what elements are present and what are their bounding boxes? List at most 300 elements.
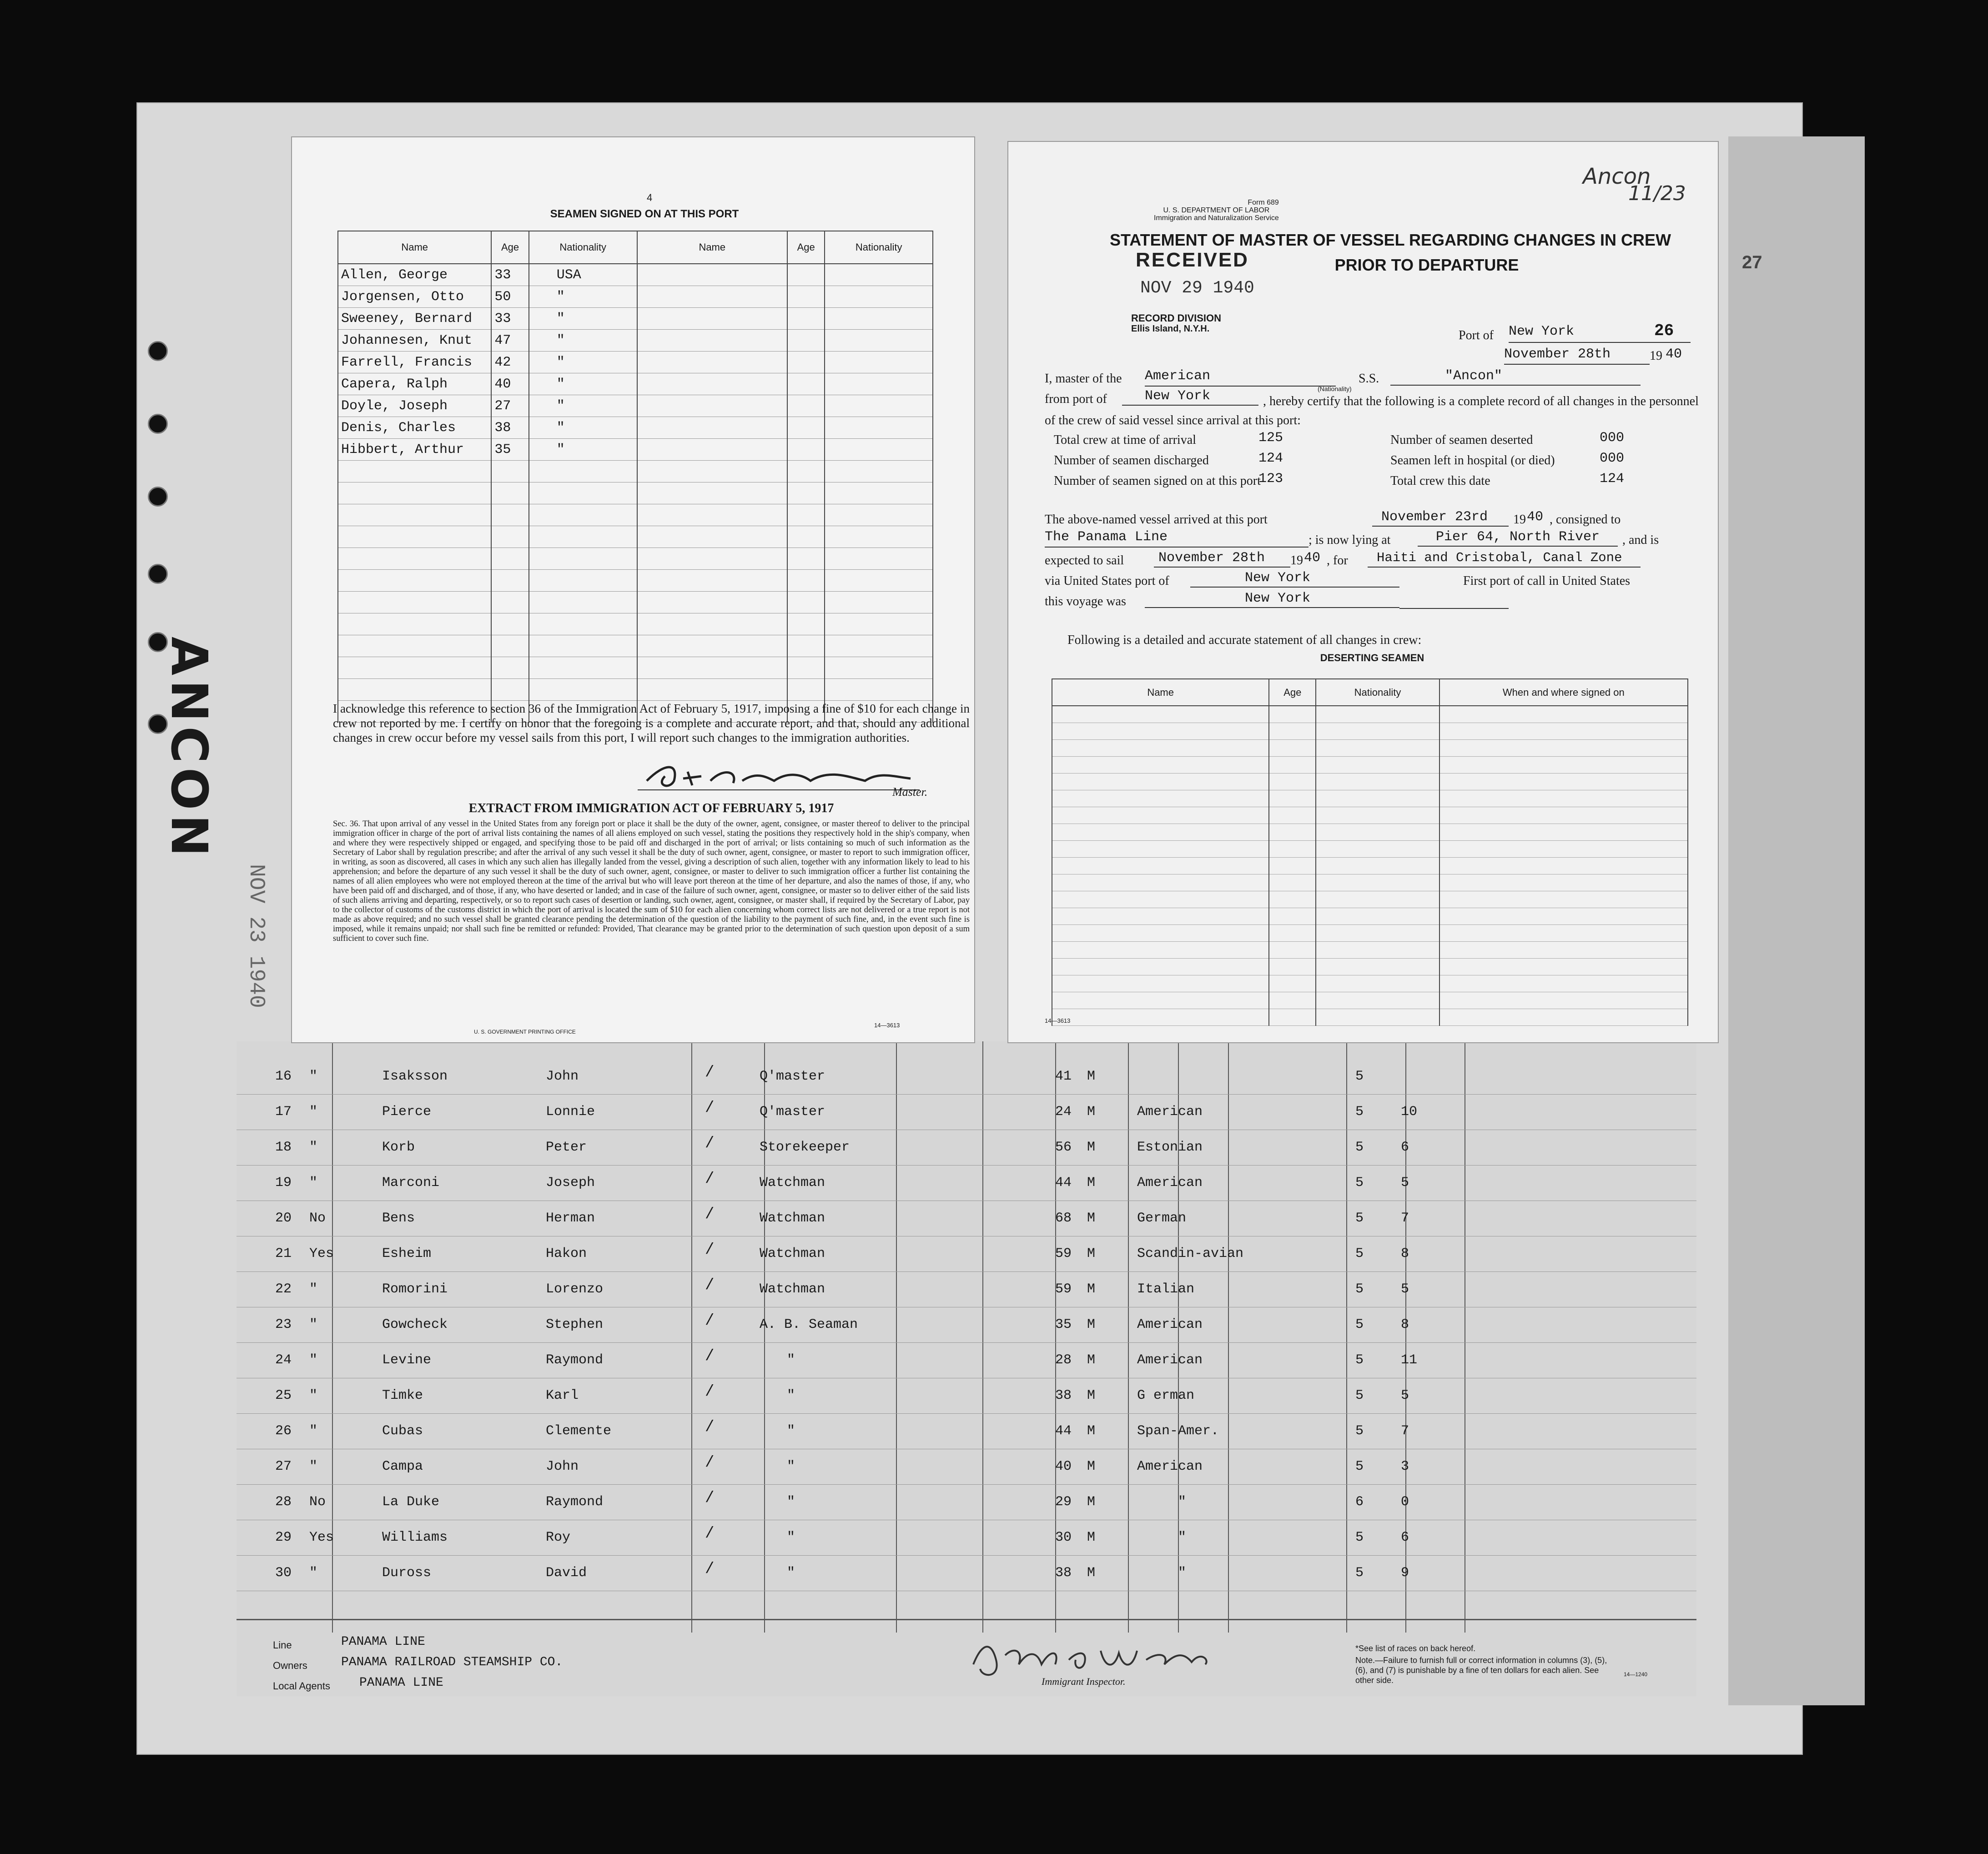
desert-col-age: Age [1269,679,1316,706]
manifest-row [237,1379,1696,1414]
statement-year: 40 [1666,347,1682,362]
manifest-c1: 5 [1355,1281,1364,1297]
seaman-nat2 [825,482,933,504]
acknowledgement-text: I acknowledge this reference to section 36 of the Immigration Act of February 5, 1917, imposing a fine of $10 for each change in crew not reported by me. I certify on honor that the foregoing is a complete and accurate report, and that, should any additional changes in crew occur before my vessel sails from this port, I will report such changes to the immigration authorities. [333,702,970,744]
manifest-sex: M [1087,1104,1096,1120]
left-page-number: 4 [647,192,653,203]
col-age: Age [491,231,528,264]
deserting-cell [1269,942,1316,959]
manifest-flag: " [309,1281,318,1297]
count-value: 124 [1600,471,1625,487]
manifest-position: Watchman [760,1211,825,1226]
deserting-row [1052,740,1688,757]
deserting-cell [1269,723,1316,740]
arrived-year-prefix: 19 [1513,512,1526,527]
seaman-age [491,482,528,504]
manifest-c2: 8 [1401,1317,1409,1332]
manifest-position: Watchman [760,1246,825,1261]
manifest-row [237,1450,1696,1485]
seaman-name2 [637,352,787,373]
deserting-cell [1316,807,1439,824]
deserting-cell [1439,807,1688,824]
seaman-name: Capera, Ralph [338,373,491,395]
seaman-age2 [787,395,825,417]
manifest-age: 29 [1055,1494,1072,1510]
seaman-row [338,482,933,504]
manifest-sex: M [1087,1246,1096,1261]
deserting-cell [1052,975,1269,992]
first-call-label: First port of call in United States [1463,574,1631,588]
seaman-age [491,548,528,570]
seaman-nationality [529,592,637,613]
manifest-flag: " [309,1140,318,1155]
seaman-nat2 [825,570,933,592]
consigned-label: , consigned to [1550,512,1621,527]
seaman-name2 [637,613,787,635]
deserting-cell [1052,891,1269,908]
deserting-cell [1269,774,1316,790]
seaman-age2 [787,461,825,482]
footnote-note: Note.—Failure to furnish full or correct information in columns (3), (5), (6), and (7) is punishable by a fine of ten dollars for each alien. See other side. [1355,1656,1607,1685]
deserting-cell [1269,757,1316,774]
via-label: via United States port of [1045,574,1169,588]
deserting-cell [1316,858,1439,874]
manifest-sex: M [1087,1565,1096,1581]
manifest-c1: 5 [1355,1317,1364,1332]
seaman-row [338,373,933,395]
certify-text: , hereby certify that the following is a complete record of all changes in the personnel of the crew of said vessel since arrival at this port: [1045,394,1699,427]
statement-date: November 28th [1504,347,1650,365]
col-nationality-2: Nationality [825,231,933,264]
count-value: 125 [1258,430,1283,446]
seaman-name2 [637,264,787,286]
manifest-given: Hakon [546,1246,587,1261]
manifest-nationality: G erman [1137,1388,1195,1403]
seaman-name [338,679,491,701]
seaman-nationality [529,613,637,635]
deserting-cell [1052,706,1269,723]
manifest-nationality: American [1137,1317,1203,1332]
deserting-cell [1316,942,1439,959]
seaman-row [338,308,933,330]
deserting-cell [1052,874,1269,891]
consignee: The Panama Line [1045,529,1309,548]
deserting-cell [1439,740,1688,757]
printing-office: U. S. GOVERNMENT PRINTING OFFICE [474,1029,576,1035]
manifest-row [237,1060,1696,1095]
deserting-cell [1439,908,1688,925]
count-label: Number of seamen signed on at this port [1054,474,1261,488]
seaman-nat2 [825,395,933,417]
deserting-cell [1269,1009,1316,1026]
seaman-nat2 [825,308,933,330]
manifest-surname: Korb [382,1140,415,1155]
seaman-nationality: " [529,352,637,373]
via-port: New York [1190,570,1399,588]
seaman-age [491,570,528,592]
check-mark: / [705,1490,715,1507]
deserting-cell [1269,858,1316,874]
manifest-position: " [787,1494,795,1510]
deserting-cell [1316,925,1439,942]
manifest-row [237,1308,1696,1343]
manifest-nationality: Estonian [1137,1140,1203,1155]
seaman-name: Farrell, Francis [338,352,491,373]
check-mark: / [705,1454,715,1472]
manifest-position: Watchman [760,1281,825,1297]
seaman-name: Johannesen, Knut [338,330,491,352]
manifest-age: 28 [1055,1352,1072,1368]
handwritten-ship-note: Ancon [1583,164,1651,189]
manifest-no: 30 [275,1565,292,1581]
seaman-age2 [787,548,825,570]
seaman-name: Allen, George [338,264,491,286]
seaman-nat2 [825,286,933,308]
seaman-row [338,679,933,701]
first-call-line [1399,608,1509,609]
seaman-name [338,613,491,635]
manifest-surname: Campa [382,1459,423,1474]
seaman-nat2 [825,264,933,286]
manifest-c2: 5 [1401,1281,1409,1297]
arrived-year: 40 [1527,509,1544,525]
deserting-cell [1316,790,1439,807]
seaman-name2 [637,308,787,330]
from-port-value: New York [1122,388,1258,406]
owners-value: PANAMA RAILROAD STEAMSHIP CO. [341,1655,563,1669]
and-is: , and is [1622,533,1659,547]
manifest-surname: Romorini [382,1281,448,1297]
manifest-sex: M [1087,1530,1096,1545]
deserting-cell [1316,706,1439,723]
seaman-name2 [637,504,787,526]
seaman-nationality: " [529,373,637,395]
deserting-cell [1439,824,1688,841]
manifest-c2: 7 [1401,1211,1409,1226]
seaman-name2 [637,417,787,439]
seaman-nationality [529,504,637,526]
deserting-cell [1316,874,1439,891]
manifest-sex: M [1087,1459,1096,1474]
manifest-position: " [787,1459,795,1474]
expected-label: expected to sail [1045,553,1124,568]
seaman-name [338,482,491,504]
manifest-flag: " [309,1069,318,1084]
manifest-position: " [787,1423,795,1439]
manifest-age: 38 [1055,1388,1072,1403]
manifest-given: David [546,1565,587,1581]
deserting-row [1052,790,1688,807]
manifest-row [237,1272,1696,1308]
seaman-nationality [529,679,637,701]
check-mark: / [705,1064,715,1081]
manifest-row [237,1095,1696,1130]
manifest-row [237,1130,1696,1166]
count-value: 000 [1600,451,1625,466]
form-subtitle: PRIOR TO DEPARTURE [1334,256,1519,274]
deserting-cell [1052,908,1269,925]
manifest-age: 68 [1055,1211,1072,1226]
seaman-name2 [637,373,787,395]
manifest-nationality: Scandin-avian [1137,1246,1244,1261]
seaman-row [338,395,933,417]
seaman-nationality: " [529,330,637,352]
seaman-name2 [637,482,787,504]
manifest-no: 18 [275,1140,292,1155]
deserting-cell [1269,959,1316,975]
seaman-row [338,570,933,592]
manifest-c1: 5 [1355,1104,1364,1120]
seamen-signed-on-form [291,136,975,1043]
seaman-name2 [637,395,787,417]
from-port-label: from port of [1045,392,1107,406]
seaman-age2 [787,308,825,330]
following-text: Following is a detailed and accurate statement of all changes in crew: [1067,633,1422,647]
deserting-cell [1316,774,1439,790]
col-name: Name [338,231,491,264]
manifest-c1: 5 [1355,1211,1364,1226]
seaman-nationality [529,526,637,548]
seaman-age: 27 [491,395,528,417]
deserting-cell [1052,1009,1269,1026]
seaman-name2 [637,286,787,308]
manifest-sex: M [1087,1140,1096,1155]
seaman-nationality: " [529,286,637,308]
manifest-surname: Williams [382,1530,448,1545]
manifest-given: Lorenzo [546,1281,604,1297]
year-prefix: 19 [1650,349,1662,363]
deserting-cell [1439,757,1688,774]
manifest-position: A. B. Seaman [760,1317,858,1332]
seaman-name: Jorgensen, Otto [338,286,491,308]
manifest-position: " [787,1352,795,1368]
seaman-nat2 [825,635,933,657]
seaman-age: 35 [491,439,528,461]
underlying-sheet-edge [1728,136,1865,1705]
manifest-no: 22 [275,1281,292,1297]
deserting-cell [1269,841,1316,858]
seaman-age [491,635,528,657]
seaman-name [338,570,491,592]
seaman-name2 [637,570,787,592]
seaman-name [338,461,491,482]
form-header [1154,199,1279,222]
manifest-given: Herman [546,1211,595,1226]
seaman-name2 [637,439,787,461]
manifest-position: " [787,1388,795,1403]
count-label: Number of seamen discharged [1054,453,1209,467]
seaman-age [491,592,528,613]
check-mark: / [705,1561,715,1578]
seaman-row [338,635,933,657]
deserting-cell [1316,824,1439,841]
count-label: Total crew this date [1390,474,1490,488]
count-label: Number of seamen deserted [1390,433,1533,447]
seaman-nat2 [825,592,933,613]
deserting-row [1052,975,1688,992]
inspector-signature [964,1633,1219,1683]
form-title: STATEMENT OF MASTER OF VESSEL REGARDING CHANGES IN CREW [1109,231,1671,249]
seaman-nat2 [825,461,933,482]
manifest-given: Joseph [546,1175,595,1191]
deserting-cell [1269,891,1316,908]
manifest-c1: 5 [1355,1530,1364,1545]
for-label: , for [1327,553,1348,568]
manifest-given: Raymond [546,1494,604,1510]
deserting-cell [1052,992,1269,1009]
master-statement-form [1007,141,1719,1043]
deserting-cell [1052,959,1269,975]
seaman-age [491,526,528,548]
manifest-flag: Yes [309,1530,334,1545]
manifest-nationality: American [1137,1175,1203,1191]
desert-col-signed-on: When and where signed on [1439,679,1688,706]
manifest-age: 40 [1055,1459,1072,1474]
seaman-row [338,592,933,613]
manifest-sex: M [1087,1281,1096,1297]
manifest-surname: Gowcheck [382,1317,448,1332]
seaman-name [338,657,491,679]
nationality-value: American [1145,368,1336,387]
seaman-age2 [787,417,825,439]
seaman-age2 [787,570,825,592]
manifest-c2: 10 [1401,1104,1418,1120]
deserting-cell [1052,757,1269,774]
crew-manifest-sheet [237,1041,1696,1696]
seaman-nationality [529,482,637,504]
seaman-row [338,461,933,482]
seaman-row [338,286,933,308]
manifest-given: John [546,1069,579,1084]
seaman-row [338,439,933,461]
seaman-age2 [787,613,825,635]
manifest-no: 27 [275,1459,292,1474]
manifest-surname: Marconi [382,1175,440,1191]
deserting-cell [1316,723,1439,740]
seaman-name2 [637,657,787,679]
manifest-no: 24 [275,1352,292,1368]
right-form-code: 14—3613 [1045,1017,1071,1024]
manifest-c1: 5 [1355,1246,1364,1261]
manifest-position: " [787,1530,795,1545]
desert-col-name: Name [1052,679,1269,706]
manifest-no: 25 [275,1388,292,1403]
manifest-no: 23 [275,1317,292,1332]
lying-at: Pier 64, North River [1418,529,1618,547]
seaman-nationality: USA [529,264,637,286]
manifest-sex: M [1087,1175,1096,1191]
manifest-surname: Bens [382,1211,415,1226]
manifest-nationality: " [1178,1530,1187,1545]
manifest-no: 26 [275,1423,292,1439]
deserting-heading: DESERTING SEAMEN [1320,652,1424,663]
deserting-cell [1316,908,1439,925]
manifest-nationality: " [1178,1494,1187,1510]
check-mark: / [705,1277,715,1294]
manifest-c2: 5 [1401,1175,1409,1191]
manifest-age: 44 [1055,1175,1072,1191]
manifest-c2: 11 [1401,1352,1418,1368]
voyage-label: this voyage was [1045,594,1126,608]
manifest-divider [237,1619,1696,1620]
manifest-given: Clemente [546,1423,612,1439]
seaman-name [338,526,491,548]
seaman-row [338,526,933,548]
seaman-age: 50 [491,286,528,308]
manifest-row [237,1556,1696,1592]
deserting-row [1052,723,1688,740]
check-mark: / [705,1135,715,1152]
seaman-row [338,548,933,570]
manifest-c2: 6 [1401,1140,1409,1155]
manifest-age: 59 [1055,1246,1072,1261]
deserting-cell [1439,942,1688,959]
seaman-nationality: " [529,395,637,417]
extract-body: Sec. 36. That upon arrival of any vessel in the United States from any foreign port or place it shall be the duty of the owner, agent, consignee, or master thereof to deliver to the principal immigration officer in charge of the port of arrival lists containing the names of all aliens employed on such vessel, stating the positions they respectively hold in the ship's company, when and where they were respectively shipped or engaged, and specifying those to be paid off and discharged in the port of arrival; or lists containing so much of such information as the Secretary of Labor shall by regulation prescribe; and after the arrival of any such vessel it shall be the duty of such owner, agent, consignee, or master to report to such immigration officer, in writing, as soon as discovered, all cases in which any such alien has illegally landed from the vessel, giving a description of such alien, together with any information likely to lead to his apprehension; and before the departure of any such vessel it shall be the duty of such owner, agent, consignee, or master to deliver to such immigration officer a further list containing the names of all alien employees who were not employed thereon at the time of the arrival but who will leave port thereon at the time of her departure, and also the names of those, if any, who have been paid off and discharged, and of those, if any, who have deserted or landed; and in case of the failure of such owner, agent, consignee, or master so to deliver either of the said lists of such aliens arriving and departing, respectively, or so to report such cases of desertion or landing, such owner, agent, consignee, or master shall, if required by the Secretary of Labor, pay to the collector of customs of the customs district in which the port of arrival is located the sum of $10 for each alien concerning whom correct lists are not delivered or a true report is not made as above required; and no such vessel shall be granted clearance pending the determination of the question of the liability to the payment of such fine, and, in the event such fine is imposed, while it remains unpaid; nor shall such fine be remitted or refunded: Provided, That clearance may be granted prior to the determination of such question upon deposit of a sum sufficient to cover such fine. [333,819,970,943]
left-form-code: 14—3613 [874,1022,900,1029]
manifest-c2: 6 [1401,1530,1409,1545]
manifest-flag: " [309,1317,318,1332]
seaman-age2 [787,286,825,308]
port-value: New York [1509,324,1691,343]
manifest-c1: 5 [1355,1175,1364,1191]
ss-label: S.S. [1359,372,1379,386]
seaman-name: Doyle, Joseph [338,395,491,417]
deserting-cell [1316,959,1439,975]
seaman-row [338,264,933,286]
deserting-cell [1439,891,1688,908]
seaman-nationality [529,570,637,592]
binder-hole [148,414,168,434]
seaman-name2 [637,461,787,482]
deserting-cell [1052,858,1269,874]
department: U. S. DEPARTMENT OF LABOR [1163,206,1270,214]
manifest-row [237,1343,1696,1379]
deserting-cell [1052,790,1269,807]
deserting-cell [1052,942,1269,959]
manifest-form-code: 14—1240 [1624,1671,1648,1678]
check-mark: / [705,1171,715,1188]
extract-title: EXTRACT FROM IMMIGRATION ACT OF FEBRUARY 5, 1917 [468,801,834,815]
deserting-cell [1269,908,1316,925]
received-stamp: RECEIVED [1136,249,1249,271]
page-number: 26 [1654,322,1674,340]
deserting-cell [1316,891,1439,908]
manifest-c1: 5 [1355,1352,1364,1368]
manifest-flag: " [309,1104,318,1120]
seaman-age: 33 [491,264,528,286]
deserting-cell [1439,790,1688,807]
deserting-cell [1439,706,1688,723]
agents-label: Local Agents [273,1680,330,1692]
agents-value: PANAMA LINE [359,1676,443,1690]
deserting-cell [1439,774,1688,790]
deserting-cell [1316,757,1439,774]
deserting-cell [1316,992,1439,1009]
deserting-cell [1052,824,1269,841]
manifest-row [237,1414,1696,1450]
deserting-cell [1316,841,1439,858]
deserting-cell [1052,841,1269,858]
manifest-no: 16 [275,1069,292,1084]
deserting-row [1052,807,1688,824]
seaman-name [338,592,491,613]
seaman-age2 [787,504,825,526]
manifest-age: 56 [1055,1140,1072,1155]
footnote-races: *See list of races on back hereof. [1355,1644,1476,1653]
manifest-flag: No [309,1211,326,1226]
seaman-age: 47 [491,330,528,352]
